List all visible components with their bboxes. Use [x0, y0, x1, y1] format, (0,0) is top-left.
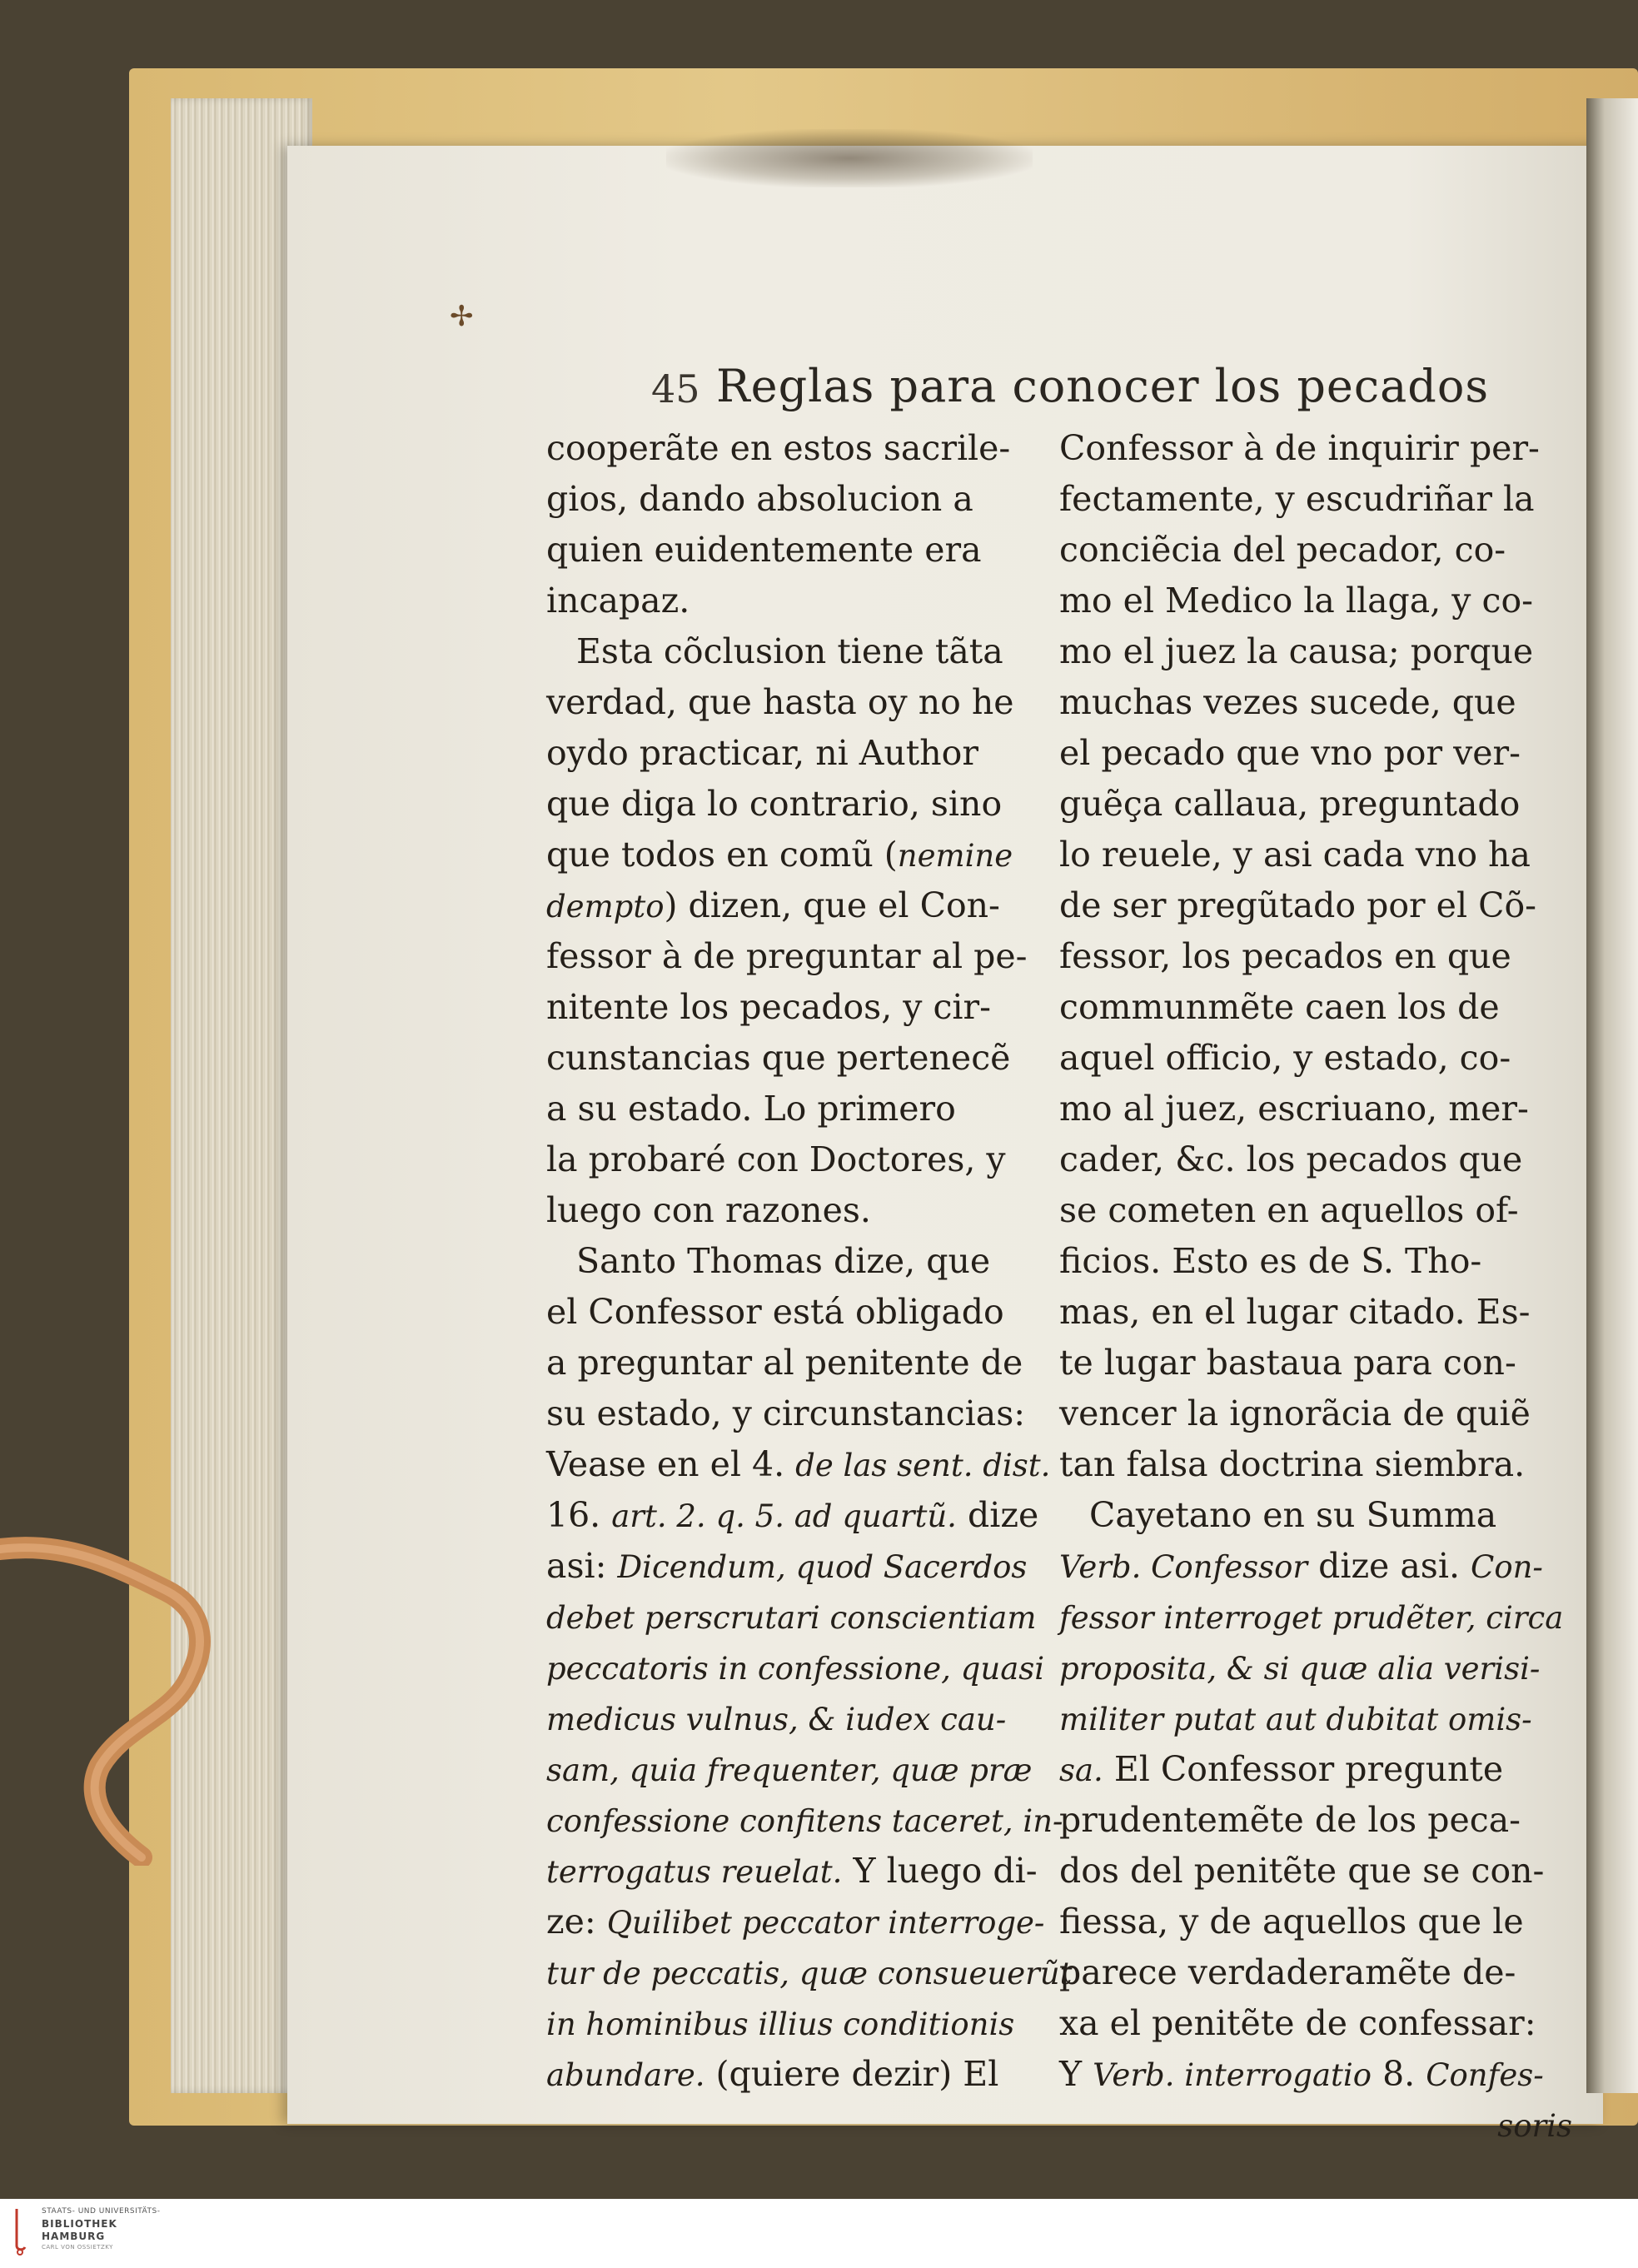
italic-text: sa.: [1059, 1752, 1103, 1788]
footer-bar: [0, 2199, 1638, 2268]
text-line: [1059, 982, 1576, 1033]
text-segment: Santo Thomas dize, que: [576, 1241, 991, 1281]
italic-text: Quilibet peccator interroge-: [606, 1905, 1045, 1941]
italic-text: abundare.: [546, 2057, 705, 2093]
text-line: [1059, 1795, 1576, 1846]
text-segment: mo al juez, escriuano, mer-: [1059, 1089, 1529, 1129]
text-segment: asi:: [546, 1546, 618, 1586]
text-line: [546, 1693, 1042, 1744]
text-line: [546, 779, 1042, 830]
text-line: [546, 1338, 1042, 1388]
text-segment: xa el penitẽte de confessar:: [1059, 2003, 1536, 2043]
text-line: [1059, 1236, 1576, 1287]
text-line: [546, 2049, 1042, 2100]
text-segment: guẽça callaua, preguntado: [1059, 784, 1521, 824]
text-line: [1059, 728, 1576, 779]
text-segment: prudentemẽte de los peca-: [1059, 1800, 1521, 1840]
italic-text: fessor interroget prudẽter, circa: [1059, 1600, 1564, 1636]
text-segment: dize: [956, 1495, 1039, 1535]
text-segment: 16.: [546, 1495, 612, 1535]
bookmark-ribbon: [0, 1516, 316, 1866]
text-line: [1059, 474, 1576, 525]
text-line: [546, 1185, 1042, 1236]
text-line: [546, 1897, 1045, 1947]
text-line: [1059, 1033, 1576, 1084]
text-line: [546, 1541, 1042, 1592]
text-line: [546, 1846, 1042, 1897]
text-line: [546, 830, 1042, 880]
text-line: [546, 576, 1042, 626]
text-line: [546, 1287, 1042, 1338]
text-line: [546, 1998, 1042, 2049]
text-line: [546, 1490, 1042, 1541]
text-line: [1059, 626, 1576, 677]
text-line: [1059, 423, 1576, 474]
text-segment: tan falsa doctrina siembra.: [1059, 1444, 1526, 1484]
left-text-column: [546, 423, 1073, 2100]
page-stain: [666, 129, 1033, 187]
italic-text: Con-: [1471, 1549, 1543, 1585]
text-line: [1059, 830, 1576, 880]
text-segment: (quiere dezir) El: [704, 2054, 999, 2094]
text-line: [546, 1592, 1042, 1642]
text-segment: Confessor à de inquirir per-: [1059, 428, 1540, 468]
italic-text: in hominibus illius conditionis: [546, 2006, 1015, 2042]
text-line: [546, 1033, 1042, 1084]
text-line: [1059, 1388, 1576, 1439]
text-line: [1059, 1134, 1576, 1185]
text-line: [1059, 525, 1576, 576]
library-logo-line2: BIBLIOTHEK: [42, 2218, 117, 2230]
text-line: [1059, 1592, 1576, 1642]
text-segment: cunstancias que pertenecẽ: [546, 1038, 1011, 1078]
text-line: [1059, 576, 1576, 626]
text-segment: mo el juez la causa; porque: [1059, 631, 1534, 671]
text-line: [546, 1388, 1042, 1439]
text-line: [546, 728, 1042, 779]
text-line: [1059, 1897, 1576, 1947]
text-segment: muchas vezes sucede, que: [1059, 682, 1516, 722]
text-segment: vencer la ignorãcia de quiẽ: [1059, 1393, 1531, 1433]
italic-text: dempto: [546, 889, 665, 925]
italic-text: art. 2. q. 5. ad quartũ.: [611, 1498, 957, 1534]
library-logo[interactable]: [12, 2206, 212, 2261]
text-line: [1059, 2049, 1576, 2100]
text-segment: El Confessor pregunte: [1103, 1749, 1504, 1789]
text-segment: ficios. Esto es de S. Tho-: [1059, 1241, 1482, 1281]
text-line: [1059, 1693, 1576, 1744]
text-segment: a su estado. Lo primero: [546, 1089, 956, 1129]
text-line: [1059, 1084, 1576, 1134]
text-segment: quien euidentemente era: [546, 530, 982, 570]
text-line: [1059, 931, 1576, 982]
text-segment: el pecado que vno por ver-: [1059, 733, 1521, 773]
running-title: Reglas para conocer los pecados: [716, 360, 1490, 412]
text-segment: Esta cõclusion tiene tãta: [576, 631, 1003, 671]
italic-text: Dicendum, quod Sacerdos: [617, 1549, 1028, 1585]
text-line: [546, 1744, 1042, 1795]
text-segment: 8.: [1372, 2054, 1426, 2094]
text-segment: luego con razones.: [546, 1190, 871, 1230]
italic-text: militer putat aut dubitat omis-: [1059, 1702, 1532, 1737]
text-segment: gios, dando absolucion a: [546, 479, 973, 519]
text-segment: fessor, los pecados en que: [1059, 936, 1511, 976]
text-line: [1059, 1541, 1576, 1592]
text-segment: verdad, que hasta oy no he: [546, 682, 1014, 722]
italic-text: peccatoris in confessione, quasi: [546, 1651, 1045, 1687]
text-line: [546, 1084, 1042, 1134]
text-segment: su estado, y circunstancias:: [546, 1393, 1026, 1433]
text-segment: incapaz.: [546, 581, 690, 621]
italic-text: terrogatus reuelat.: [546, 1854, 843, 1890]
italic-text: de las sent. dist.: [795, 1448, 1051, 1483]
text-line: [1059, 779, 1576, 830]
text-segment: la probaré con Doctores, y: [546, 1139, 1006, 1179]
italic-text: Confes-: [1426, 2057, 1544, 2093]
library-logo-line1: STAATS- UND UNIVERSITÄTS-: [42, 2207, 161, 2216]
text-segment: cooperãte en estos sacrile-: [546, 428, 1011, 468]
text-line: [1059, 2100, 1576, 2151]
text-line: [546, 677, 1042, 728]
text-segment: oydo practicar, ni Author: [546, 733, 978, 773]
text-line: [1059, 1490, 1576, 1541]
text-segment: communmẽte caen los de: [1059, 987, 1500, 1027]
italic-text: soris: [1497, 2108, 1572, 2144]
text-line: [546, 1642, 1045, 1693]
text-segment: mas, en el lugar citado. Es-: [1059, 1292, 1531, 1332]
text-line: [1059, 1338, 1576, 1388]
text-line: [1059, 1998, 1576, 2049]
italic-text: Verb. interrogatio: [1093, 2057, 1372, 2093]
text-segment: que todos en comũ (: [546, 835, 898, 875]
right-text-column: [1059, 423, 1576, 2151]
text-segment: el Confessor está obligado: [546, 1292, 1004, 1332]
text-segment: de ser pregũtado por el Cõ-: [1059, 885, 1536, 925]
text-segment: cader, &c. los pecados que: [1059, 1139, 1523, 1179]
italic-text: Verb. Confessor: [1059, 1549, 1308, 1585]
text-line: [546, 1795, 1063, 1846]
text-segment: ) dizen, que el Con-: [664, 885, 1000, 925]
page-number: 45: [651, 366, 700, 411]
text-line: [546, 423, 1042, 474]
text-line: [546, 1947, 1073, 1998]
text-segment: mo el Medico la llaga, y co-: [1059, 581, 1533, 621]
ink-mark: ✢: [450, 300, 474, 333]
text-line: [1059, 677, 1576, 728]
text-line: [546, 1439, 1051, 1490]
italic-text: sam, quia frequenter, quæ præ: [546, 1752, 1033, 1788]
text-line: [546, 1134, 1042, 1185]
text-line: [546, 474, 1042, 525]
text-segment: que diga lo contrario, sino: [546, 784, 1003, 824]
text-segment: te lugar bastaua para con-: [1059, 1343, 1516, 1383]
italic-text: medicus vulnus, & iudex cau-: [546, 1702, 1007, 1737]
text-segment: Y: [1059, 2054, 1093, 2094]
text-segment: conciẽcia del pecador, co-: [1059, 530, 1506, 570]
text-segment: ze:: [546, 1902, 607, 1942]
text-line: [1059, 1439, 1576, 1490]
text-segment: dos del penitẽte que se con-: [1059, 1851, 1545, 1891]
text-line: [1059, 1185, 1576, 1236]
text-line: [546, 525, 1042, 576]
text-segment: a preguntar al penitente de: [546, 1343, 1023, 1383]
text-segment: parece verdaderamẽte de-: [1059, 1952, 1516, 1992]
text-line: [1059, 1744, 1576, 1795]
italic-text: nemine: [897, 838, 1013, 874]
library-logo-line3: HAMBURG: [42, 2231, 106, 2242]
text-line: [1059, 1947, 1576, 1998]
text-segment: nitente los pecados, y cir-: [546, 987, 991, 1027]
italic-text: confessione confitens taceret, in-: [546, 1803, 1063, 1839]
italic-text: tur de peccatis, quæ consueuerũt: [546, 1956, 1073, 1991]
text-segment: fessor à de preguntar al pe-: [546, 936, 1028, 976]
text-segment: Vease en el 4.: [546, 1444, 796, 1484]
text-line: [1059, 1642, 1576, 1693]
text-segment: fiessa, y de aquellos que le: [1059, 1902, 1524, 1942]
library-logo-line4: CARL VON OSSIETZKY: [42, 2244, 113, 2251]
text-line: [546, 1236, 1042, 1287]
text-segment: fectamente, y escudriñar la: [1059, 479, 1535, 519]
text-line: [546, 880, 1042, 931]
text-segment: Y luego di-: [842, 1851, 1038, 1891]
text-segment: se cometen en aquellos of-: [1059, 1190, 1519, 1230]
text-segment: Cayetano en su Summa: [1089, 1495, 1497, 1535]
text-segment: lo reuele, y asi cada vno ha: [1059, 835, 1531, 875]
text-line: [546, 931, 1042, 982]
page-gutter: [1586, 98, 1638, 2093]
text-line: [546, 982, 1042, 1033]
text-line: [1059, 880, 1576, 931]
library-logo-icon: [12, 2206, 28, 2256]
text-segment: dize asi.: [1307, 1546, 1471, 1586]
text-segment: aquel officio, y estado, co-: [1059, 1038, 1511, 1078]
text-line: [1059, 1846, 1576, 1897]
text-line: [1059, 1287, 1576, 1338]
text-line: [546, 626, 1042, 677]
italic-text: debet perscrutari conscientiam: [546, 1600, 1037, 1636]
italic-text: proposita, & si quæ alia verisi-: [1059, 1651, 1541, 1687]
